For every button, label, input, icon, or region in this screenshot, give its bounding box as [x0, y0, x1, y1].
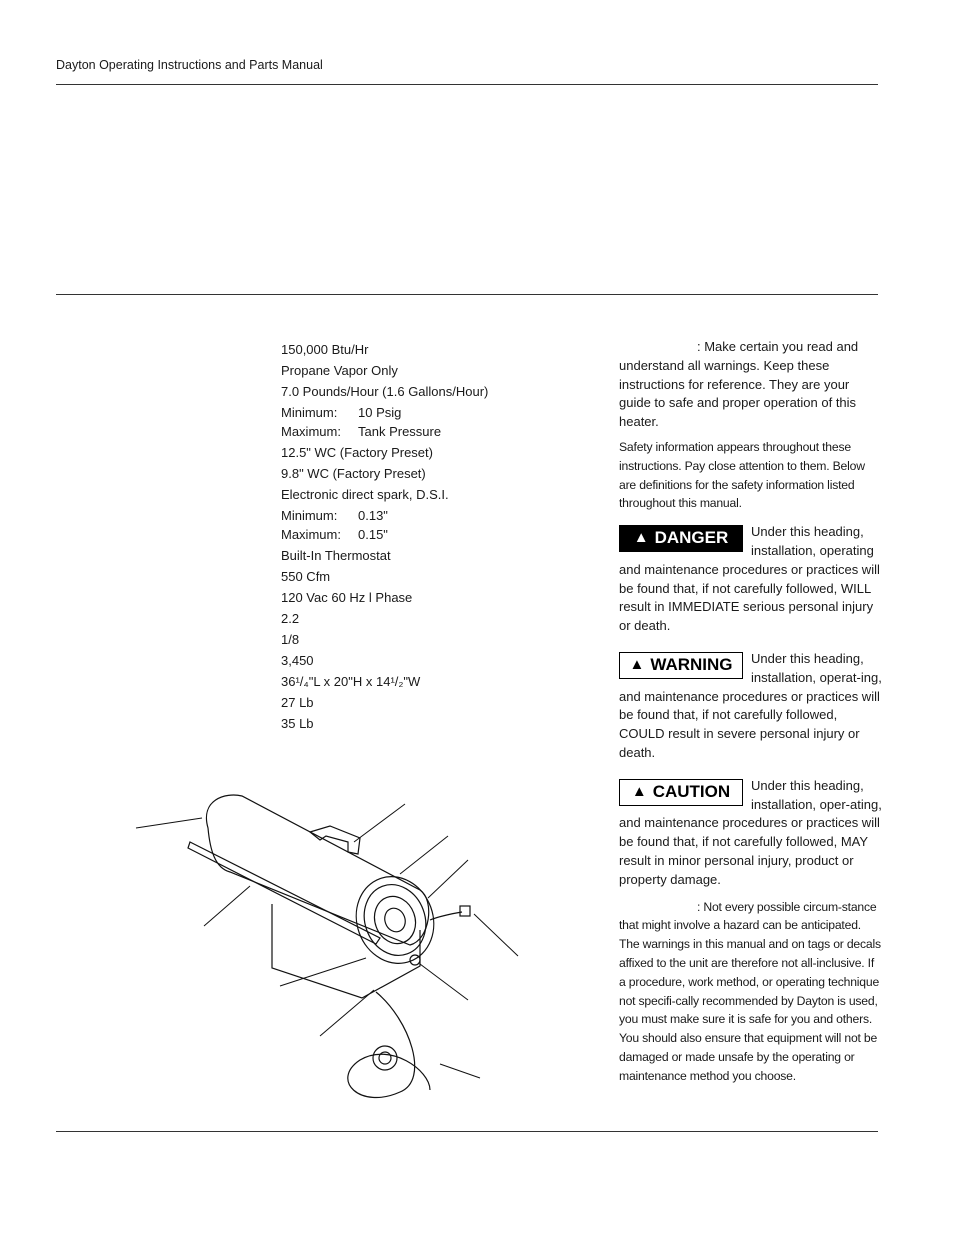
- read-warnings-paragraph: : Make certain you read and understand all warnings. Keep these instructions for reference. They are your guide to safe and proper operation of this heater.: [619, 339, 859, 430]
- spec-row: 36¹/₄"L x 20"H x 14¹/₂"W: [281, 674, 421, 689]
- spec-row: 150,000 Btu/Hr: [281, 342, 369, 357]
- spec-pair-value: Tank Pressure: [358, 424, 442, 439]
- danger-badge: [619, 525, 743, 552]
- heater-diagram: [130, 780, 530, 1120]
- power-cord: [430, 912, 462, 920]
- danger-text: Under this heading, installation, operating and maintenance procedures or practices will be found that, if not carefully followed, WILL result in IMMEDIATE serious personal injury or death.: [619, 524, 880, 634]
- spec-row: 550 Cfm: [281, 569, 331, 584]
- caution-label: CAUTION: [652, 781, 731, 801]
- spec-pair-value: 0.15": [358, 527, 388, 542]
- spec-pair-value: 10 Psig: [358, 405, 402, 420]
- header-divider: [56, 84, 878, 85]
- gas-hose: [348, 992, 430, 1098]
- warning-triangle-icon: ▲: [633, 529, 649, 547]
- spec-row: [281, 506, 488, 544]
- spec-row: 3,450: [281, 653, 314, 668]
- leader-lines: [136, 804, 518, 1078]
- specifications-list: [281, 340, 488, 735]
- heater-base: [272, 904, 420, 998]
- warning-text: Under this heading, installation, operat-ing, and maintenance procedures or practices will be found that, if not carefully followed, COULD result in severe personal injury or death.: [619, 650, 882, 760]
- spec-pair: [281, 525, 488, 544]
- footer-divider: [56, 1131, 878, 1132]
- spec-row: 1/8: [281, 632, 300, 647]
- spec-row: [281, 403, 488, 441]
- spec-row: Propane Vapor Only: [281, 363, 398, 378]
- spec-pair-label: Maximum:: [281, 527, 341, 542]
- safety-info-paragraph: Safety information appears throughout these instructions. Pay close attention to them. Below are definitions for the safety information listed throughout this manual.: [619, 439, 865, 511]
- warning-triangle-icon: ▲: [631, 782, 647, 800]
- note-paragraph: : Not every possible circum-stance that might involve a hazard can be anticipated. The warnings in this manual and on tags or decals affixed to the unit are therefore not all-inclusive. If a procedure, work method, or operating technique not specifi-cally recommended by Dayton is used, you must make sure it is safe for you and others. You should also ensure that equipment will not be damaged or made unsafe by the operating or maintenance method you choose.: [619, 899, 881, 1083]
- spec-row: 2.2: [281, 611, 300, 626]
- control-knob: [410, 955, 420, 965]
- spec-pair-label: Minimum:: [281, 405, 338, 420]
- carry-handle: [310, 826, 360, 854]
- spec-pair-label: Maximum:: [281, 424, 341, 439]
- heater-cylinder: [206, 795, 428, 945]
- section-divider: [56, 294, 878, 295]
- spec-pair: [281, 506, 488, 525]
- warning-label: WARNING: [650, 655, 733, 675]
- regulator: [373, 1046, 397, 1070]
- spec-row: Built-In Thermostat: [281, 548, 391, 563]
- safety-column: [619, 338, 883, 1091]
- spec-pair: [281, 403, 488, 422]
- caution-text: Under this heading, installation, oper-ating, and maintenance procedures or practices will be found that, if not carefully followed, MAY result in minor personal injury, product or property damage.: [619, 777, 882, 887]
- danger-block: [619, 523, 883, 636]
- caution-badge: [619, 779, 743, 806]
- spec-row: 35 Lb: [281, 716, 314, 731]
- danger-label: DANGER: [654, 528, 729, 548]
- spec-row: 12.5" WC (Factory Preset): [281, 445, 433, 460]
- warning-badge: [619, 652, 743, 679]
- frame-rail: [188, 842, 380, 944]
- spec-row: 9.8" WC (Factory Preset): [281, 466, 426, 481]
- spec-pair-label: Minimum:: [281, 508, 338, 523]
- caution-block: [619, 777, 883, 890]
- spec-row: Electronic direct spark, D.S.I.: [281, 487, 449, 502]
- warning-triangle-icon: ▲: [629, 656, 645, 674]
- spec-row: 120 Vac 60 Hz l Phase: [281, 590, 413, 605]
- manual-title: Dayton Operating Instructions and Parts Manual: [56, 58, 323, 72]
- spec-pair: [281, 422, 488, 441]
- spec-row: 7.0 Pounds/Hour (1.6 Gallons/Hour): [281, 384, 489, 399]
- spec-pair-value: 0.13": [358, 508, 388, 523]
- spec-row: 27 Lb: [281, 695, 314, 710]
- warning-block: [619, 650, 883, 763]
